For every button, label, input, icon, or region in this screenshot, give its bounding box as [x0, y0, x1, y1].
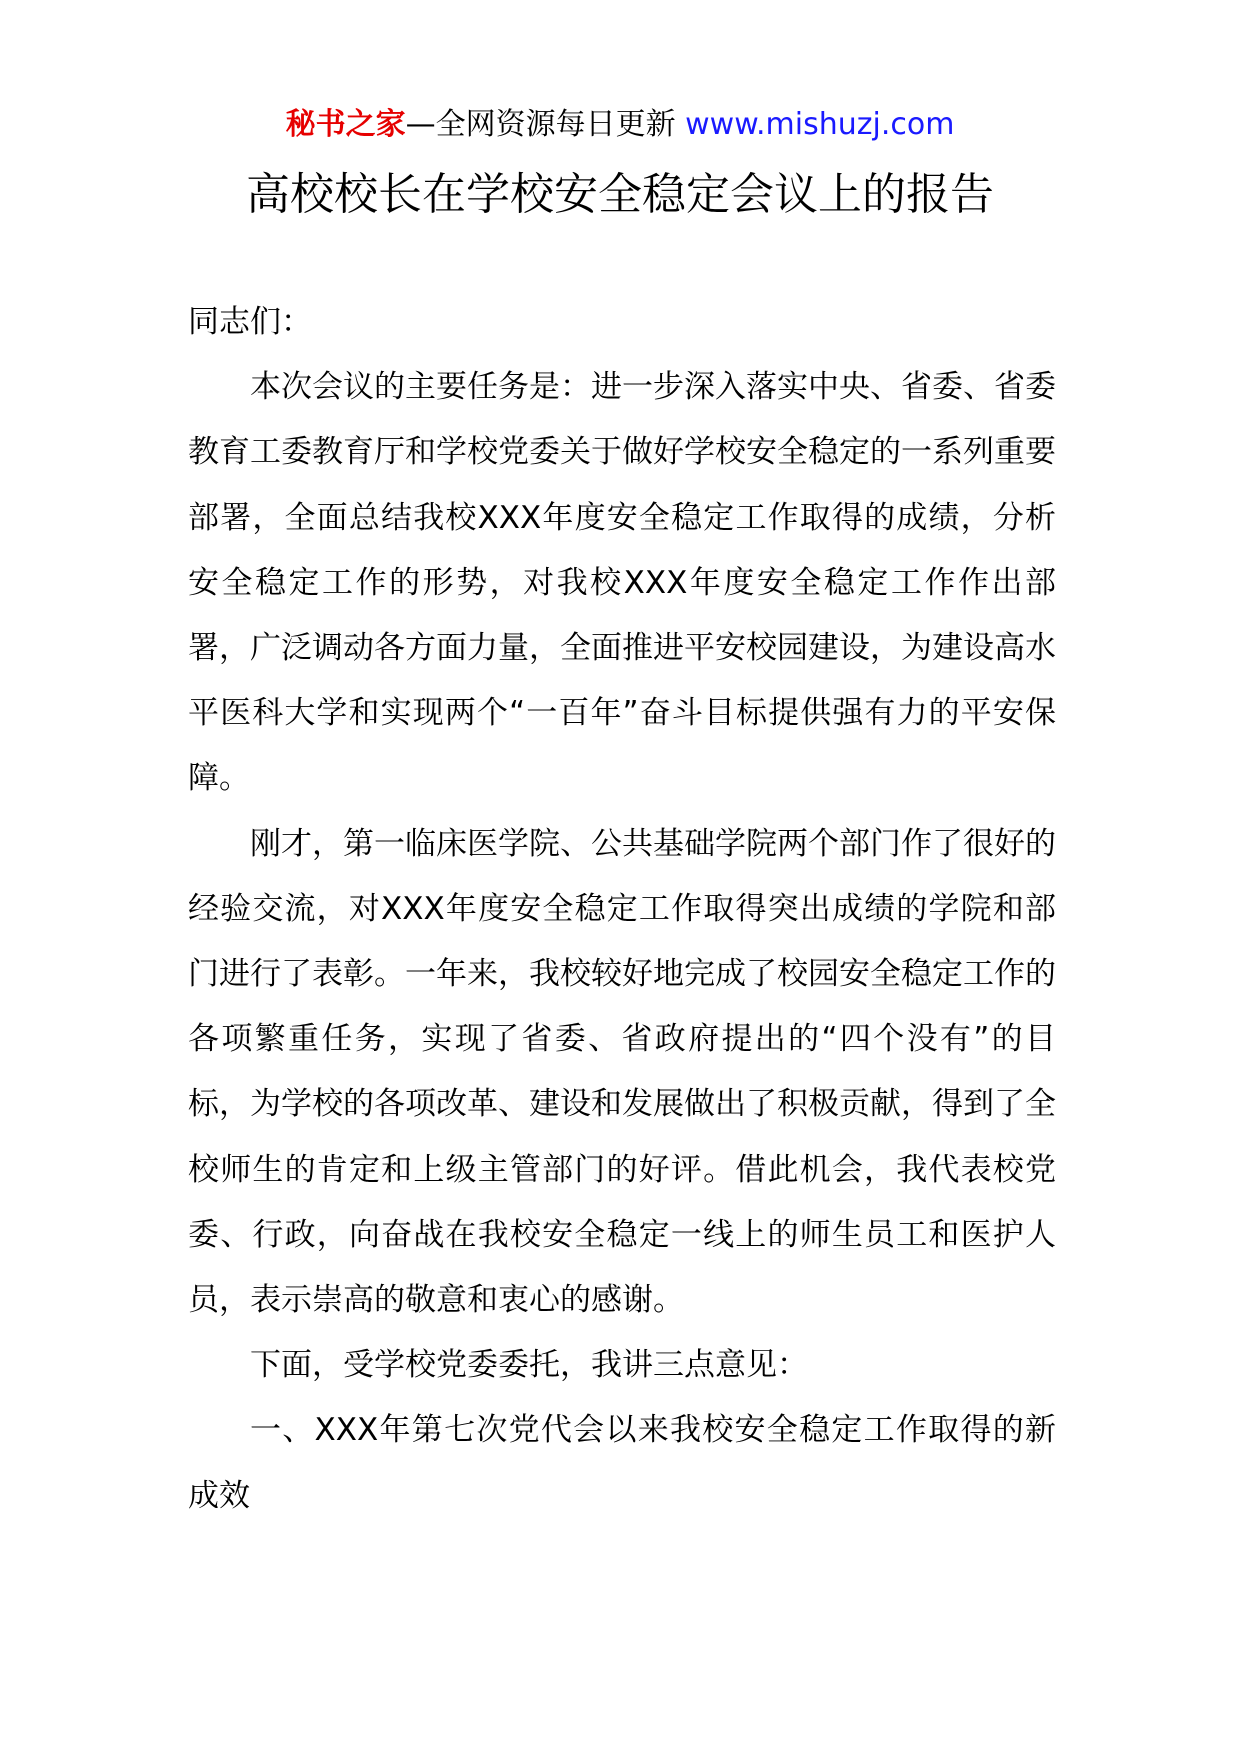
section-heading-1: 一、XXX年第七次党代会以来我校安全稳定工作取得的新成效: [188, 1412, 1056, 1514]
paragraph-achievements: 刚才，第一临床医学院、公共基础学院两个部门作了很好的经验交流，对XXX年度安全稳定工作取得突出成绩的学院和部门进行了表彰。一年来，我校较好地完成了校园安全稳定工作的各项繁重任务，实现了省委、省政府提出的“四个没有”的目标，为学校的各项改革、建设和发展做出了积极贡献，得到了全校师生的肯定和上级主管部门的好评。借此机会，我代表校党委、行政，向奋战在我校安全稳定一线上的师生员工和医护人员，表示崇高的敬意和衷心的感谢。: [188, 825, 1056, 1319]
site-url-link[interactable]: www.mishuzj.com: [685, 107, 955, 142]
brand-name: 秘书之家: [285, 107, 406, 142]
document-title: 高校校长在学校安全稳定会议上的报告: [246, 169, 994, 220]
paragraph-intro-points: 下面，受学校党委委托，我讲三点意见：: [250, 1347, 808, 1384]
salutation: 同志们：: [188, 304, 312, 340]
document-body: [188, 290, 1056, 1529]
header-tagline: —全网资源每日更新: [405, 107, 676, 142]
site-header: [0, 100, 1240, 150]
paragraph-tasks: 本次会议的主要任务是：进一步深入落实中央、省委、省委教育工委教育厅和学校党委关于做好学校安全稳定的一系列重要部署，全面总结我校XXX年度安全稳定工作取得的成绩，分析安全稳定工作的形势，对我校XXX年度安全稳定工作作出部署，广泛调动各方面力量，全面推进平安校园建设，为建设高水平医科大学和实现两个“一百年”奋斗目标提供强有力的平安保障。: [188, 369, 1056, 797]
